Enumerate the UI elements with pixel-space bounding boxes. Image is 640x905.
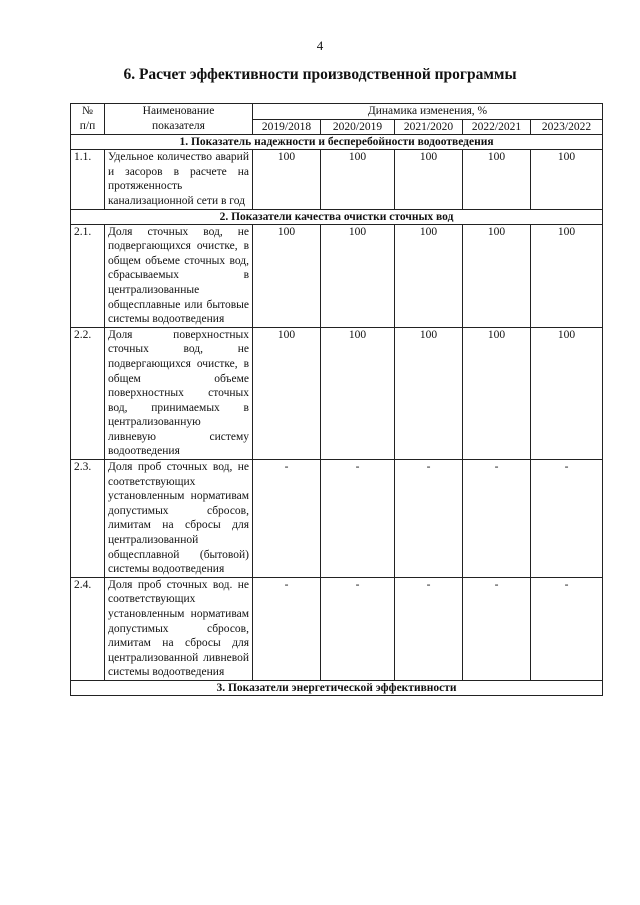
header-year: 2019/2018 <box>253 119 321 135</box>
section-header <box>71 135 603 150</box>
section-header <box>71 680 603 695</box>
row-value: - <box>253 460 321 578</box>
row-number: 2.2. <box>71 327 105 459</box>
row-name: Доля проб сточных вод. не соответствующих установленным нормативам допустимых сбросов, лимитам на сбросы для централизованной ливневой системы водоотведения <box>105 577 253 680</box>
section-header <box>71 209 603 224</box>
row-number: 2.3. <box>71 460 105 578</box>
row-value: - <box>531 577 603 680</box>
header-number <box>71 104 105 135</box>
row-name: Доля поверхностных сточных вод, не подвергающихся очистке, в общем объеме поверхностных сточных вод, принимаемых в централизованную ливневую систему водоотведения <box>105 327 253 459</box>
row-value: 100 <box>253 327 321 459</box>
header-year: 2022/2021 <box>463 119 531 135</box>
header-name-line2: показателя <box>152 119 205 132</box>
header-number-line2: п/п <box>79 119 96 132</box>
row-number: 2.1. <box>71 224 105 327</box>
header-year: 2021/2020 <box>395 119 463 135</box>
header-number-line1: № <box>82 105 93 117</box>
table-row <box>71 327 603 459</box>
page-title: 6. Расчет эффективности производственной программы <box>123 66 517 83</box>
section-title: 2. Показатели качества очистки сточных вод <box>71 209 603 224</box>
table-header <box>71 104 603 135</box>
row-value: 100 <box>253 224 321 327</box>
header-year: 2023/2022 <box>531 119 603 135</box>
header-name-line1: Наименование <box>142 105 215 117</box>
row-value: 100 <box>321 224 395 327</box>
row-number: 2.4. <box>71 577 105 680</box>
row-value: - <box>253 577 321 680</box>
row-number: 1.1. <box>71 150 105 209</box>
row-value: 100 <box>463 224 531 327</box>
table-row <box>71 460 603 578</box>
header-name <box>105 104 253 135</box>
table-row <box>71 577 603 680</box>
row-value: - <box>531 460 603 578</box>
header-dynamics: Динамика изменения, % <box>253 104 603 120</box>
row-value: 100 <box>531 150 603 209</box>
row-value: 100 <box>321 327 395 459</box>
section-title: 1. Показатель надежности и бесперебойности водоотведения <box>71 135 603 150</box>
row-value: - <box>395 460 463 578</box>
table-row <box>71 224 603 327</box>
table-row <box>71 150 603 209</box>
row-value: 100 <box>463 150 531 209</box>
row-name: Доля сточных вод, не подвергающихся очистке, в общем объеме сточных вод, сбрасываемых в централизованные общесплавные или бытовые системы водоотведения <box>105 224 253 327</box>
row-value: 100 <box>463 327 531 459</box>
row-value: 100 <box>395 327 463 459</box>
page-number: 4 <box>316 38 324 53</box>
row-value: 100 <box>395 150 463 209</box>
row-value: 100 <box>531 224 603 327</box>
row-value: - <box>395 577 463 680</box>
row-value: 100 <box>531 327 603 459</box>
row-name: Доля проб сточных вод, не соответствующих установленным нормативам допустимых сбросов, лимитам на сбросы для централизованной общесплавной (бытовой) системы водоотведения <box>105 460 253 578</box>
row-value: 100 <box>253 150 321 209</box>
row-value: - <box>463 577 531 680</box>
row-value: 100 <box>395 224 463 327</box>
row-name: Удельное количество аварий и засоров в расчете на протяженность канализационной сети в год <box>105 150 253 209</box>
indicators-table <box>70 103 603 696</box>
row-value: - <box>321 577 395 680</box>
section-title: 3. Показатели энергетической эффективности <box>71 680 603 695</box>
row-value: - <box>463 460 531 578</box>
header-year: 2020/2019 <box>321 119 395 135</box>
row-value: 100 <box>321 150 395 209</box>
row-value: - <box>321 460 395 578</box>
